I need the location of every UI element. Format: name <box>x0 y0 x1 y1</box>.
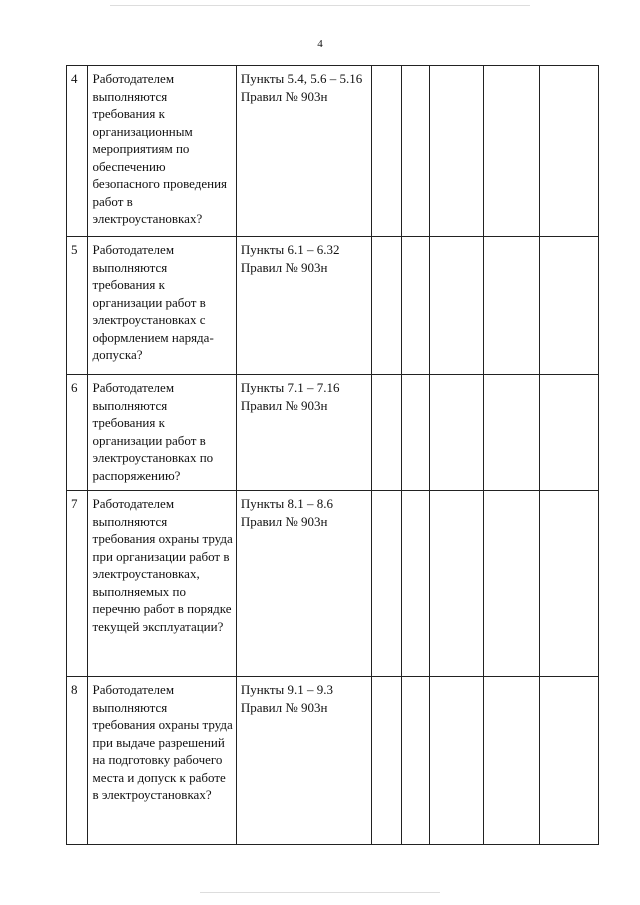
row-question: Работодателем выполняются требования к организации работ в электроустановках по распоряжению? <box>88 375 236 491</box>
answer-yes-cell <box>371 677 401 845</box>
note-cell <box>539 237 598 375</box>
row-reference: Пункты 9.1 – 9.3 Правил № 903н <box>236 677 371 845</box>
table-row <box>67 66 599 237</box>
answer-no-cell <box>401 375 430 491</box>
answer-no-cell <box>401 677 430 845</box>
note-cell <box>539 677 598 845</box>
answer-extra-cell <box>484 237 539 375</box>
row-question: Работодателем выполняются требования к организационным мероприятиям по обеспечению безопасного проведения работ в электроустановках? <box>88 66 236 237</box>
answer-yes-cell <box>371 375 401 491</box>
row-number: 5 <box>67 237 88 375</box>
page-number: 4 <box>317 38 323 50</box>
answer-na-cell <box>430 375 484 491</box>
row-question: Работодателем выполняются требования к организации работ в электроустановках с оформлением наряда-допуска? <box>88 237 236 375</box>
answer-na-cell <box>430 237 484 375</box>
answer-extra-cell <box>484 66 539 237</box>
answer-yes-cell <box>371 237 401 375</box>
note-cell <box>539 491 598 677</box>
row-reference: Пункты 7.1 – 7.16 Правил № 903н <box>236 375 371 491</box>
answer-yes-cell <box>371 66 401 237</box>
answer-extra-cell <box>484 491 539 677</box>
row-reference: Пункты 5.4, 5.6 – 5.16 Правил № 903н <box>236 66 371 237</box>
answer-na-cell <box>430 677 484 845</box>
checklist-table <box>66 65 599 845</box>
answer-extra-cell <box>484 375 539 491</box>
answer-extra-cell <box>484 677 539 845</box>
scan-edge-line <box>200 892 440 893</box>
table-row <box>67 375 599 491</box>
note-cell <box>539 375 598 491</box>
row-question: Работодателем выполняются требования охраны труда при организации работ в электроустановках, выполняемых по перечню работ в порядке текущей эксплуатации? <box>88 491 236 677</box>
row-question: Работодателем выполняются требования охраны труда при выдаче разрешений на подготовку рабочего места и допуск к работе в электроустановках? <box>88 677 236 845</box>
row-number: 6 <box>67 375 88 491</box>
note-cell <box>539 66 598 237</box>
answer-yes-cell <box>371 491 401 677</box>
row-reference: Пункты 6.1 – 6.32 Правил № 903н <box>236 237 371 375</box>
answer-no-cell <box>401 237 430 375</box>
row-number: 7 <box>67 491 88 677</box>
row-reference: Пункты 8.1 – 8.6 Правил № 903н <box>236 491 371 677</box>
answer-no-cell <box>401 66 430 237</box>
table-row <box>67 237 599 375</box>
answer-na-cell <box>430 66 484 237</box>
row-number: 4 <box>67 66 88 237</box>
table-row <box>67 491 599 677</box>
scan-edge-line <box>110 5 530 6</box>
row-number: 8 <box>67 677 88 845</box>
table-row <box>67 677 599 845</box>
answer-no-cell <box>401 491 430 677</box>
answer-na-cell <box>430 491 484 677</box>
